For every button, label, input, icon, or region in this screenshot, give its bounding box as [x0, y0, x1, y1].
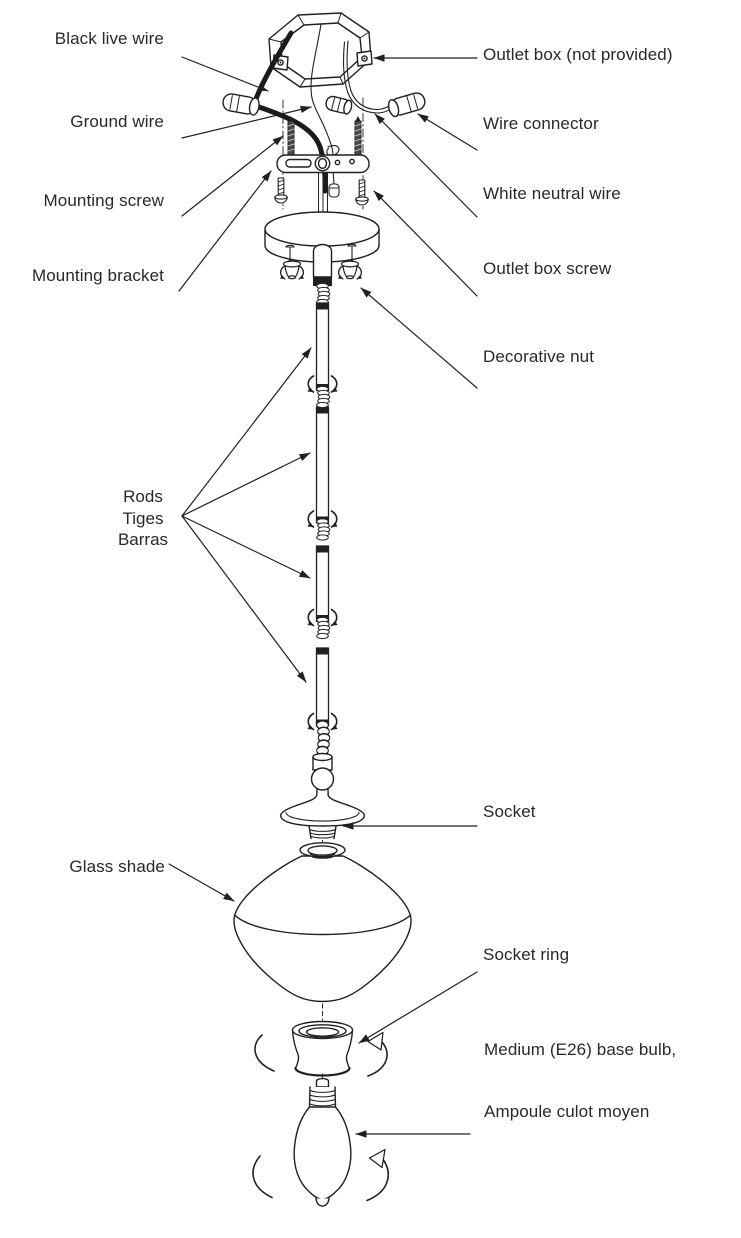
label-black-live-wire: Black live wire	[54, 29, 164, 48]
leader-rod-2	[182, 453, 310, 516]
label-mounting-screw: Mounting screw	[43, 191, 164, 210]
label-wire-connector: Wire connector	[483, 114, 599, 133]
label-rods	[98, 486, 188, 551]
glass-shade-drawing	[234, 843, 411, 1020]
mounting-bracket-drawing	[277, 155, 369, 173]
bulb-drawing	[253, 1079, 388, 1206]
leader-outlet-box-screw	[374, 191, 477, 296]
leader-rod-1	[182, 348, 311, 516]
socket-drawing	[281, 754, 365, 848]
label-decorative-nut: Decorative nut	[483, 347, 595, 366]
label-white-neutral-wire: White neutral wire	[483, 184, 621, 203]
label-rods-en: Rods	[123, 487, 163, 506]
label-glass-shade: Glass shade	[69, 857, 165, 876]
leader-glass-shade	[169, 864, 234, 901]
label-socket: Socket	[483, 802, 536, 821]
label-ground-wire: Ground wire	[70, 112, 164, 131]
leader-black-live-wire	[182, 57, 268, 91]
label-mounting-bracket: Mounting bracket	[31, 266, 164, 285]
rod-2	[317, 407, 329, 523]
stem-drawing	[313, 245, 332, 305]
rotate-arrow-right	[367, 1160, 388, 1201]
socket-ring-drawing	[255, 1022, 387, 1082]
wire-connector-middle-drawing	[325, 95, 353, 115]
label-bulb-english: Medium (E26) base bulb,	[484, 1040, 677, 1059]
leader-white-neutral-wire	[375, 114, 477, 217]
rods-drawing	[308, 303, 337, 755]
leader-rod-4	[182, 516, 306, 682]
leader-socket-ring	[359, 972, 477, 1043]
label-outlet-box: Outlet box (not provided)	[483, 45, 673, 64]
rod-4	[317, 648, 329, 726]
label-bulb-french: Ampoule culot moyen	[484, 1102, 650, 1121]
leader-rod-3	[182, 516, 310, 578]
label-outlet-box-screw: Outlet box screw	[483, 259, 612, 278]
rotate-arrow-left	[253, 1156, 272, 1198]
rotate-arrow-left	[255, 1035, 274, 1071]
rod-1	[317, 303, 329, 391]
label-rods-fr: Tiges	[122, 508, 164, 528]
leader-decorative-nut	[361, 288, 477, 388]
label-socket-ring: Socket ring	[483, 945, 570, 964]
leader-mounting-bracket	[179, 171, 271, 291]
outlet-box-screws-drawing	[275, 178, 368, 205]
label-rods-es: Barras	[117, 530, 169, 549]
rod-3	[317, 546, 329, 622]
wire-connector-right-drawing	[387, 91, 427, 118]
leader-wire-connector	[418, 114, 477, 150]
